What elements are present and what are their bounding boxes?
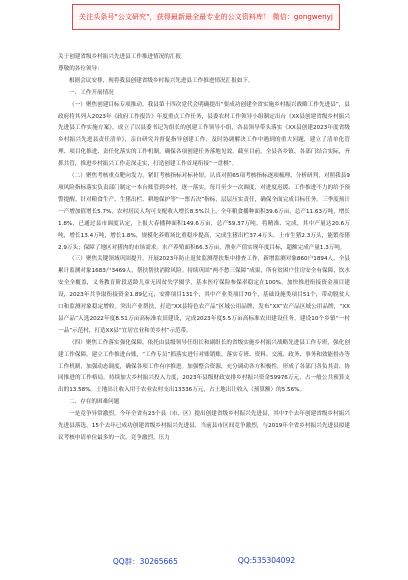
qq-group-text: QQ群：30265665 bbox=[112, 557, 178, 566]
paragraph-2: （二）聚焦考核重点靶向发力。紧盯考核指标对标补短，认真对照65项考核指标逐项梳理、分析研判，对照我县9项风险指标落实负责部门制定一本台账管到乡村，逐一落实，每月至少一次调度、对进度迟缓、工作推进不力的给予预警提醒。针对粮食生产、生猪出栏、耕地保护等“一票否决”指标，层层压实责任，确保全面完成目标任务。三季度预计一产增加值增长5.7%，农村居民人均可支配收入增长8.5%以上，全年粮食播种面积39.6万亩，总产11.63万吨，增长1.8%，已通过县市调度认定，上报大春播种面积149.6万亩，总产59.37万吨，将精准、完成，其中产量达20.6万吨，增长13.4万吨，增长1.8%，规模化养殖场比重稳步提高，完成生猪出栏37.4万头、上市生猪2.3万头，能繁母猪2.9万头；保障了地区对猪肉的市场需求。水产养殖面积66.3万亩，渔业产值实现年度目标，超额完成产量1.3万吨。 bbox=[58, 173, 350, 251]
qq-text: QQ:535304092 bbox=[237, 556, 296, 565]
paragraph-4: （四）聚焦工作落实强化保障。依托由县级领导任组长和副组长的省级实施乡村振兴战略先进县工作专班，强化创建工作保障。建立工作推进台账，“工作专员”抓落实进行对账销账，落实专班、资料、交流、政务、事务和效能督办等工作机制，加强动态调度，确保各项工作有序推进。加强整合资源，充分调动各方积极性，形成了各部门各负其责、协同推进的工作格局。持续加大乡村振兴投入力度，2023年县级财政安排乡村振兴资金59976万元，占一般公共预算支出的13.58%。土地出让收入用于农业农村支出13336万元，占土地出让收入（预算额）的5.56%。 bbox=[58, 339, 350, 394]
section-heading-2: 二、存在的困难问题 bbox=[69, 399, 120, 406]
paragraph-3: （三）聚焦关键领域巩固提升。开展2023年防止返贫监测帮扶集中排查工作，新增监测对象860户1894人，全县累计监测对象1683户3469人，帮扶帮扶消除风险。持续巩固“两不愁三保障”成果，所有贫困户住房安全有保障，饮水安全全覆盖，义务教育阶段适龄儿童无因贫失学辍学，基本医疗保险参保率稳定在100%。加快推进衔接资金项目建设，2023年共争取衔接资金1.89亿元，安排项目131个，其中产业类项目70个，基础设施类项目51个，带动脱贫人口和监测对象稳定增收。突出产业帮扶，打造“XX县特色农产品”区域公用品牌，发布“XX”农产品区域公用品牌，“XX县产品”入选2022年度8.51万亩高标准农田建设，完成2023年度5.5万亩高标准农田建设任务，建设10个乡镇“一村一品”示范村，打造XX县“宜居宜业和美乡村”示范带。 bbox=[58, 256, 350, 334]
salutation: 尊敬的各位领导： bbox=[58, 65, 103, 72]
document-body bbox=[58, 52, 350, 445]
paragraph-1: （一）聚焦创建目标专项推动。我县第十四次党代会明确提出“要成功创建全省实施乡村振兴战略工作先进县”，县政府将其列入2023年《政府工作报告》年度重点工作任务，县委农村工作领导小组制定出台《XX县创建省级乡村振兴先进县工作实施方案》，成立了以县委书记为组长的创建工作领导小组，各县领导带头落实《XX县创建2023年度省级乡村振兴先进县责任清单》，亲自研究并督促指导创建工作，及时协调解决工作中遇到的重大问题，建立了清单化管理、项目化推进、责任化落实的工作机制，确保各项创建任务落地见效。截至目前，全县各乡镇、各部门结合实际，齐抓共管，推进乡村振兴工作走深走实，打造创建工作首尾衔接“一盘棋”。 bbox=[58, 101, 350, 168]
opening-paragraph: 根据会议安排，现将我县创建省级乡村振兴先进县工作推进情况汇报如下。 bbox=[69, 77, 254, 84]
document-title: 关于创建省级乡村振兴先进县工作推进情况的汇报 bbox=[58, 54, 182, 60]
section-heading-1: 一、工作开展情况 bbox=[69, 89, 114, 96]
promo-banner-text: 关注头条号"公文研究"，获得最新最全最专业的公文资料库！ 微信：gongwenyj bbox=[79, 13, 333, 21]
paragraph-5: 一是竞争异常激烈。今年全省有23个县（市、区）提出创建省级乡村振兴先进县，其中7个去年创建省级乡村振兴先进县落选，15个去年已成功创建省级乡村振兴先进县，当前县市区间竞争激烈，与2019年全省乡村振兴先进县拟建议考核申请单位最多的一次，竞争激烈，压力 bbox=[58, 411, 350, 441]
promo-banner bbox=[72, 4, 340, 30]
contact-footer bbox=[0, 556, 408, 572]
